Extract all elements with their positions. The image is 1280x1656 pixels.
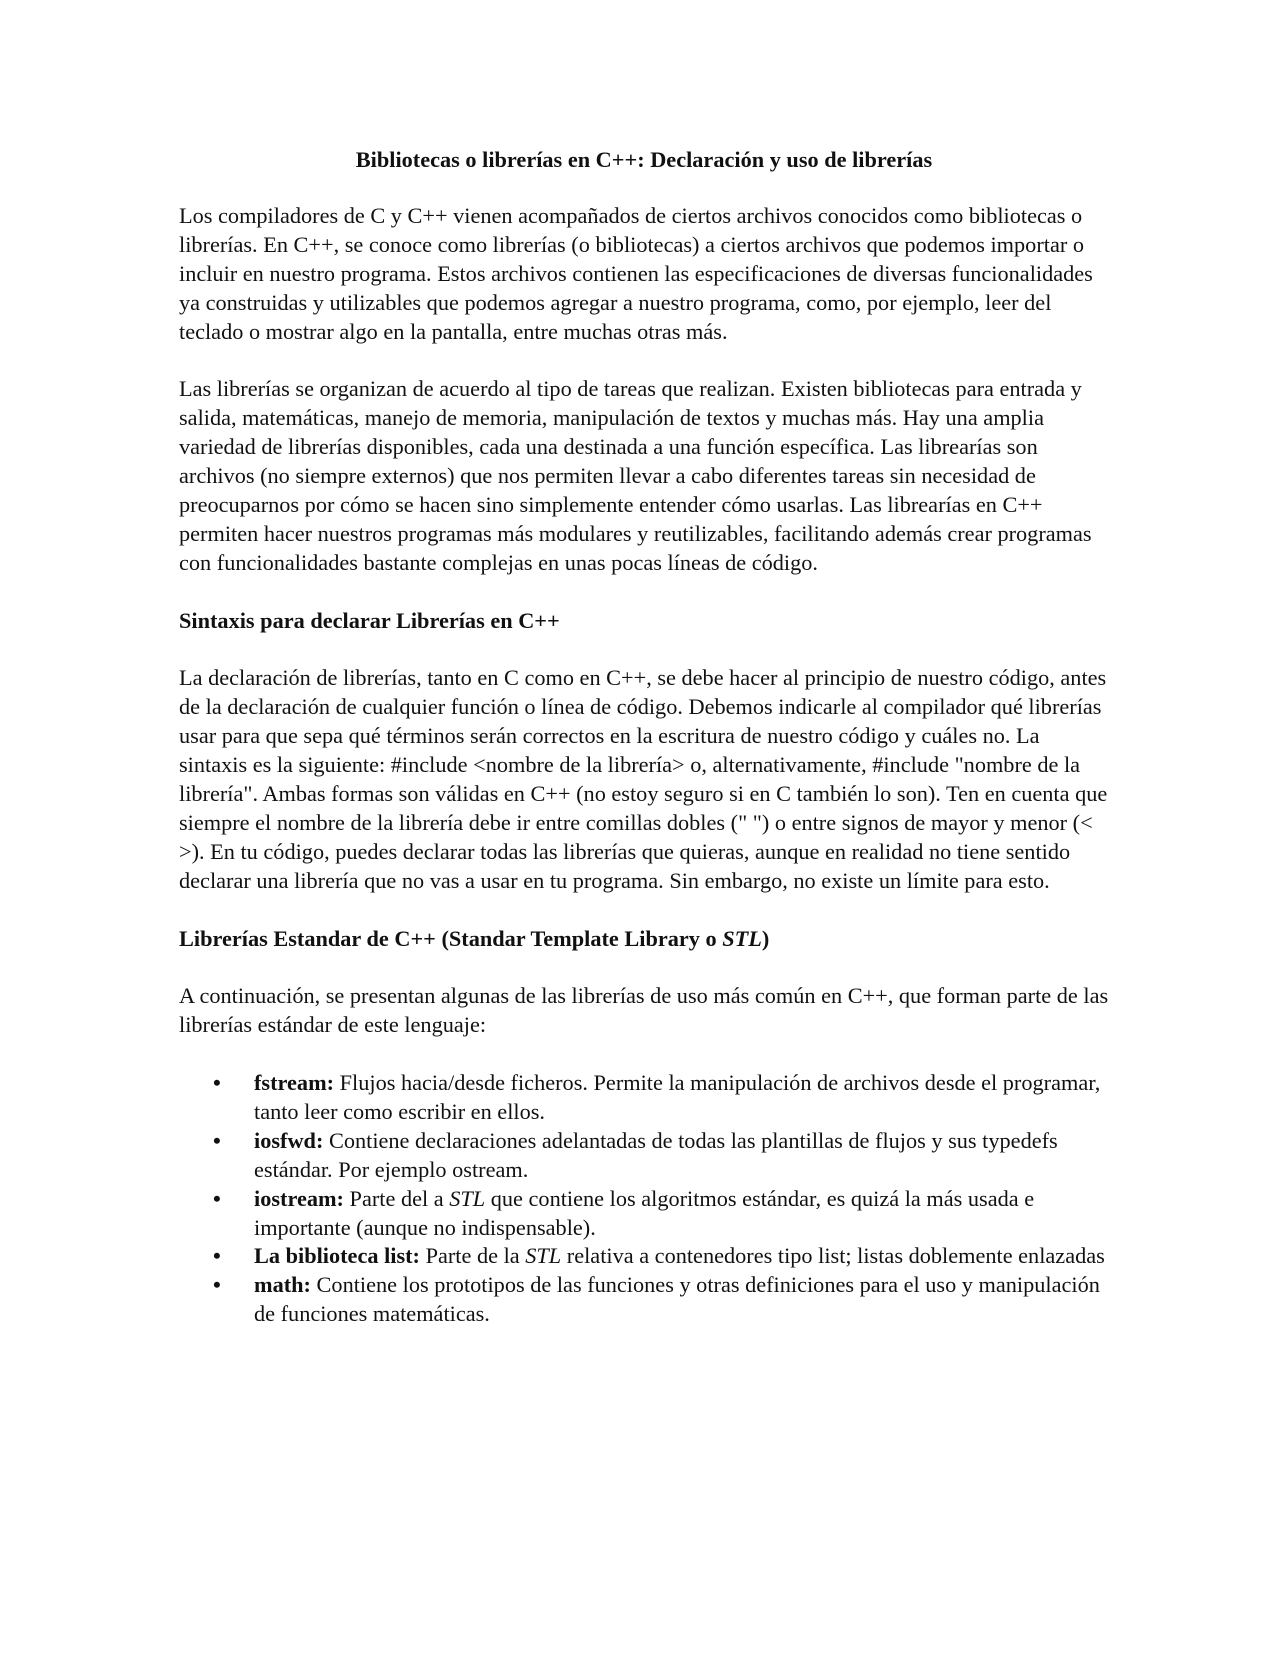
list-item xyxy=(179,1069,1109,1127)
list-item-term: iosfwd: xyxy=(254,1127,324,1153)
syntax-paragraph: La declaración de librerías, tanto en C como en C++, se debe hacer al principio de nuestro código, antes de la declaración de cualquier función o línea de código. Debemos indicarle al compilador qué librerías usar para que sepa qué términos serán correctos en la escritura de nuestro código y cuáles no. La sintaxis es la siguiente: #include <nombre de la librería> o, alternativamente, #include "nombre de la librería". Ambas formas son válidas en C++ (no estoy seguro si en C también lo son). Ten en cuenta que siempre el nombre de la librería debe ir entre comillas dobles (" ") o entre signos de mayor y menor (< >). En tu código, puedes declarar todas las librerías que quieras, aunque en realidad no tiene sentido declarar una librería que no vas a usar en tu programa. Sin embargo, no existe un límite para esto. xyxy=(179,665,1108,893)
list-item-text-end: que contiene los algoritmos estándar, es quizá la más usada e importante (aunque no indispensable). xyxy=(254,1185,1035,1240)
list-item-term: math: xyxy=(254,1272,311,1298)
list-item-italic: STL xyxy=(525,1243,562,1269)
list-item-term: iostream: xyxy=(254,1185,344,1211)
syntax-heading: Sintaxis para declarar Librerías en C++ xyxy=(179,607,560,633)
stl-heading-italic: STL xyxy=(722,925,762,951)
stl-heading xyxy=(179,925,1109,954)
bullet-icon: • xyxy=(213,1070,221,1095)
stl-paragraph: A continuación, se presentan algunas de las librerías de uso más común en C++, que forman parte de las librerías estándar de este lenguaje: xyxy=(179,983,1109,1038)
list-item-term: fstream: xyxy=(254,1070,335,1095)
intro-paragraph-1: Los compiladores de C y C++ vienen acompañados de ciertos archivos conocidos como bibliotecas o librerías. En C++, se conoce como librerías (o bibliotecas) a ciertos archivos que podemos importar o incluir en nuestro programa. Estos archivos contienen las especificaciones de diversas funcionalidades ya construidas y utilizables que podemos agregar a nuestro programa, como, por ejemplo, leer del teclado o mostrar algo en la pantalla, entre muchas otras más. xyxy=(179,202,1093,344)
list-item-text: Parte del a xyxy=(343,1185,450,1211)
list-item-text: Flujos hacia/desde ficheros. Permite la manipulación de archivos desde el programar, tanto leer como escribir en ellos. xyxy=(254,1070,1101,1124)
list-item xyxy=(179,1271,1109,1329)
bullet-icon: • xyxy=(213,1243,221,1269)
list-item-text: Parte de la xyxy=(420,1243,526,1269)
list-item-text: Contiene declaraciones adelantadas de todas las plantillas de flujos y sus typedefs estándar. Por ejemplo ostream. xyxy=(254,1127,1058,1182)
list-item-text-end: relativa a contenedores tipo list; listas doblemente enlazadas xyxy=(561,1243,1105,1269)
bullet-icon: • xyxy=(213,1272,221,1298)
list-item xyxy=(179,1185,1109,1243)
library-list xyxy=(179,1069,1109,1329)
list-item-text: Contiene los prototipos de las funciones y otras definiciones para el uso y manipulación de funciones matemáticas. xyxy=(254,1272,1100,1327)
stl-heading-main: Librerías Estandar de C++ (Standar Template Library o xyxy=(179,925,723,951)
document-page xyxy=(179,146,1109,1329)
list-item xyxy=(179,1242,1109,1271)
bullet-icon: • xyxy=(213,1127,221,1153)
document-title: Bibliotecas o librerías en C++: Declaración y uso de librerías xyxy=(355,147,933,172)
list-item xyxy=(179,1127,1109,1185)
stl-heading-end: ) xyxy=(761,925,770,951)
bullet-icon: • xyxy=(213,1185,221,1211)
list-item-term: La biblioteca list: xyxy=(254,1243,420,1269)
intro-paragraph-2: Las librerías se organizan de acuerdo al tipo de tareas que realizan. Existen bibliotecas para entrada y salida, matemáticas, manejo de memoria, manipulación de textos y muchas más. Hay una amplia variedad de librerías disponibles, cada una destinada a una función específica. Las librearías son archivos (no siempre externos) que nos permiten llevar a cabo diferentes tareas sin necesidad de preocuparnos por cómo se hacen sino simplemente entender cómo usarlas. Las librearías en C++ permiten hacer nuestros programas más modulares y reutilizables, facilitando además crear programas con funcionalidades bastante complejas en unas pocas líneas de código. xyxy=(179,376,1092,575)
list-item-italic: STL xyxy=(449,1185,486,1211)
